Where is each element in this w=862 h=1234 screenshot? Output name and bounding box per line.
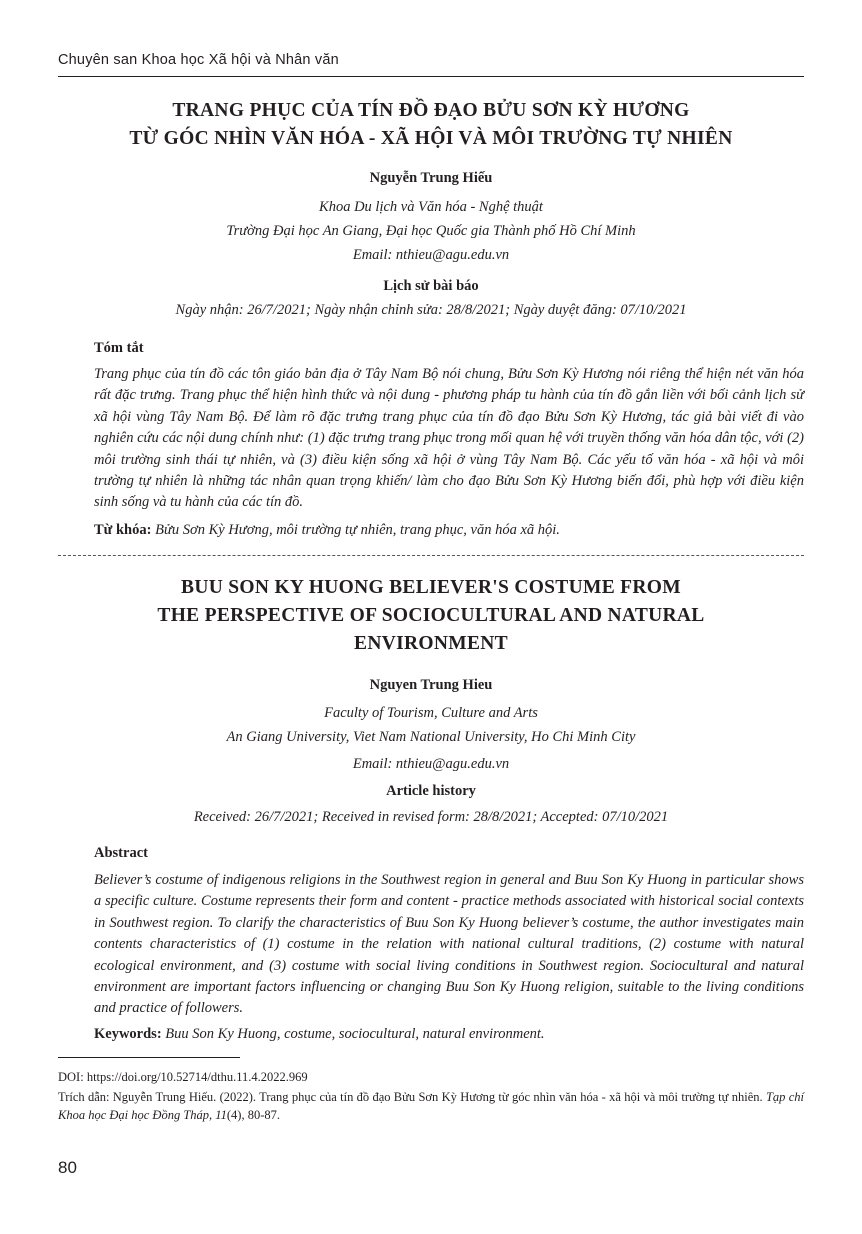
section-divider xyxy=(58,555,804,556)
vi-author: Nguyễn Trung Hiếu xyxy=(369,170,493,186)
en-affiliation-line-2: An Giang University, Viet Nam National University, Ho Chi Minh City xyxy=(226,729,636,745)
vi-affiliation-line-1: Khoa Du lịch và Văn hóa - Nghệ thuật xyxy=(319,199,543,215)
header-rule xyxy=(58,76,804,77)
footnote-doi: DOI: https://doi.org/10.52714/dthu.11.4.2022.969 xyxy=(58,1070,308,1084)
en-title-line-1: BUU SON KY HUONG BELIEVER'S COSTUME FROM xyxy=(181,577,681,598)
vi-keywords-label: Từ khóa: xyxy=(94,522,152,538)
article-page xyxy=(58,0,804,1234)
en-history-heading: Article history xyxy=(386,783,476,799)
citation-issue: (4), 80-87. xyxy=(226,1108,280,1122)
page-number: 80 xyxy=(58,1158,77,1177)
en-title xyxy=(58,574,804,658)
vi-affiliation xyxy=(58,195,804,267)
vi-title-line-2: TỪ GÓC NHÌN VĂN HÓA - XÃ HỘI VÀ MÔI TRƯỜNG TỰ NHIÊN xyxy=(129,128,733,149)
en-affiliation xyxy=(58,701,804,776)
vi-affiliation-line-2: Trường Đại học An Giang, Đại học Quốc gia Thành phố Hồ Chí Minh xyxy=(226,223,636,239)
en-abstract-heading: Abstract xyxy=(94,845,148,861)
en-keywords-label: Keywords: xyxy=(94,1026,162,1042)
citation-journal: Tạp chí Khoa học Đại học Đồng Tháp, 11 xyxy=(58,1090,805,1122)
vi-history-heading: Lịch sử bài báo xyxy=(383,278,479,294)
vi-keywords-value: Bửu Sơn Kỳ Hương, môi trường tự nhiên, trang phục, văn hóa xã hội. xyxy=(155,522,560,538)
en-keywords xyxy=(94,1026,545,1043)
vi-email: Email: nthieu@agu.edu.vn xyxy=(352,247,510,263)
vi-abstract: Trang phục của tín đồ các tôn giáo bản địa ở Tây Nam Bộ nói chung, Bửu Sơn Kỳ Hương nói riêng thể hiện nét văn hóa rất đặc trưng. Trang phục thể hiện hình thức và nội dung - phương pháp tu hành của tín đồ gắn liền với bối cảnh lịch sử xã hội vùng Tây Nam Bộ. Để làm rõ đặc trưng trang phục của tín đồ đạo Bửu Sơn Kỳ Hương, tác giả bài viết đi vào nghiên cứu các nội dung chính như: (1) đặc trưng trang phục trong mối quan hệ với truyền thống văn hóa dân tộc, với (2) môi trường sinh thái tự nhiên, và (3) điều kiện sống xã hội ở vùng Tây Nam Bộ. Các yếu tố văn hóa - xã hội và môi trường tự nhiên là những tác nhân quan trọng khiến/ làm cho đạo Bửu Sơn Kỳ Hương biến đổi, phù hợp với điều kiện sinh sống và tu hành của các tín đồ. xyxy=(94,366,804,511)
en-keywords-value: Buu Son Ky Huong, costume, sociocultural, natural environment. xyxy=(165,1026,545,1042)
en-author: Nguyen Trung Hieu xyxy=(369,677,493,693)
vi-title-line-1: TRANG PHỤC CỦA TÍN ĐỒ ĐẠO BỬU SƠN KỲ HƯƠNG xyxy=(172,100,690,121)
vi-abstract-heading: Tóm tắt xyxy=(94,340,144,356)
vi-title xyxy=(58,97,804,153)
vi-keywords xyxy=(94,522,560,539)
footnote-rule xyxy=(58,1057,240,1058)
en-email: Email: nthieu@agu.edu.vn xyxy=(352,756,510,772)
citation-text: Trích dẫn: Nguyễn Trung Hiếu. (2022). Trang phục của tín đồ đạo Bửu Sơn Kỳ Hương từ góc nhìn văn hóa - xã hội và môi trường tự nhiên. xyxy=(58,1090,763,1104)
en-history: Received: 26/7/2021; Received in revised form: 28/8/2021; Accepted: 07/10/2021 xyxy=(193,809,669,825)
vi-history: Ngày nhận: 26/7/2021; Ngày nhận chỉnh sửa: 28/8/2021; Ngày duyệt đăng: 07/10/2021 xyxy=(175,302,687,318)
en-affiliation-line-1: Faculty of Tourism, Culture and Arts xyxy=(324,705,538,721)
en-title-line-2: THE PERSPECTIVE OF SOCIOCULTURAL AND NATURAL xyxy=(157,605,705,626)
running-header: Chuyên san Khoa học Xã hội và Nhân văn xyxy=(58,52,339,68)
en-title-line-3: ENVIRONMENT xyxy=(354,633,508,654)
en-abstract: Believer’s costume of indigenous religions in the Southwest region in general and Buu Son Ky Huong in particular shows a specific culture. Costume represents their form and content - practice methods associated with historical social contexts in Southwest region. To clarify the characteristics of Buu Son Ky Huong believer’s costume, the author investigates main contents characteristics of (1) costume in the relation with national cultural traditions, (2) costume with natural ecological environment, and (3) costume with social living conditions in Southwest region. Sociocultural and natural environment are important factors influencing or changing Buu Son Ky Huong religion, suitable to the living conditions and practice of followers. xyxy=(94,872,804,1017)
footnote-citation xyxy=(58,1088,804,1124)
